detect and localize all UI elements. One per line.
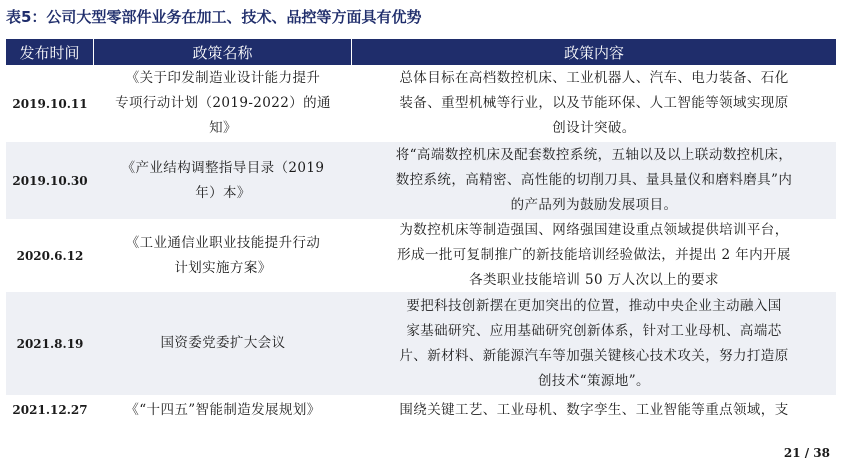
policy-name-line: 专项行动计划（2019-2022）的通 <box>115 95 331 111</box>
policy-content-line: 装备、重型机械等行业，以及节能环保、人工智能等领域实现原 <box>399 95 789 111</box>
header-name: 政策名称 <box>94 39 352 65</box>
row-policy-name <box>94 219 352 292</box>
header-content: 政策内容 <box>563 43 624 62</box>
policy-content-line: 要把科技创新摆在更加突出的位置，推动中央企业主动融入国 <box>406 297 782 314</box>
row-policy-content <box>352 292 836 395</box>
policy-content-line: 的产品列为鼓励发展项目。 <box>510 197 678 213</box>
row-policy-content <box>352 395 836 425</box>
row-policy-name <box>94 292 352 395</box>
row-policy-content <box>352 65 836 142</box>
policy-content-line: 创技术“策源地”。 <box>538 372 650 389</box>
policy-content-line: 各类职业技能培训 50 万人次以上的要求 <box>469 272 719 288</box>
row-date: 2020.6.12 <box>16 248 84 263</box>
policy-name-line: 《产业结构调整指导目录（2019 <box>121 159 325 176</box>
table-row <box>6 65 836 142</box>
policy-content-line: 片、新材料、新能源汽车等加强关键核心技术攻关，努力打造原 <box>399 347 789 364</box>
policy-content-line: 为数控机床等制造强国、网络强国建设重点领域提供培训平台， <box>399 222 789 238</box>
row-policy-name <box>94 142 352 219</box>
policy-content-line: 总体目标在高档数控机床、工业机器人、汽车、电力装备、石化 <box>399 70 789 86</box>
policy-content-line: 数控系统，高精密、高性能的切削刀具、量具量仪和磨料磨具”内 <box>395 172 793 188</box>
row-date: 2021.8.19 <box>16 336 84 351</box>
row-policy-content <box>352 142 836 219</box>
policy-content-line: 围绕关键工艺、工业母机、数字孪生、工业智能等重点领域，支 <box>399 401 789 418</box>
policy-name-line: 《关于印发制造业设计能力提升 <box>125 70 321 86</box>
table-row <box>6 395 836 425</box>
policy-name-line: 年）本》 <box>195 184 251 201</box>
row-date: 2019.10.30 <box>12 173 88 188</box>
policy-name-line: 知》 <box>209 120 237 136</box>
row-policy-name <box>94 395 352 425</box>
table-header <box>6 39 836 65</box>
row-date: 2019.10.11 <box>12 96 88 111</box>
policy-name-line: 《“十四五”智能制造发展规划》 <box>125 401 321 418</box>
policy-content-line: 将“高端数控机床及配套数控系统，五轴以及以上联动数控机床， <box>395 147 793 163</box>
page-number: 21 / 38 <box>783 446 830 460</box>
policy-table <box>6 39 836 425</box>
policy-content-line: 创设计突破。 <box>552 120 636 136</box>
policy-name-line: 国资委党委扩大会议 <box>160 335 286 351</box>
policy-content-line: 形成一批可复制推广的新技能培训经验做法，并提出 2 年内开展 <box>397 247 791 263</box>
policy-name-line: 计划实施方案》 <box>174 259 272 276</box>
header-date: 发布时间 <box>6 39 94 65</box>
row-policy-content <box>352 219 836 292</box>
table-caption: 表5：公司大型零部件业务在加工、技术、品控等方面具有优势 <box>6 8 422 26</box>
table-row <box>6 292 836 395</box>
policy-content-line: 家基础研究、应用基础研究创新体系，针对工业母机、高端芯 <box>406 322 782 339</box>
policy-name-line: 《工业通信业职业技能提升行动 <box>125 234 321 251</box>
table-body <box>6 65 836 425</box>
table-row <box>6 219 836 292</box>
row-policy-name <box>94 65 352 142</box>
row-date: 2021.12.27 <box>12 403 88 417</box>
table-row <box>6 142 836 219</box>
